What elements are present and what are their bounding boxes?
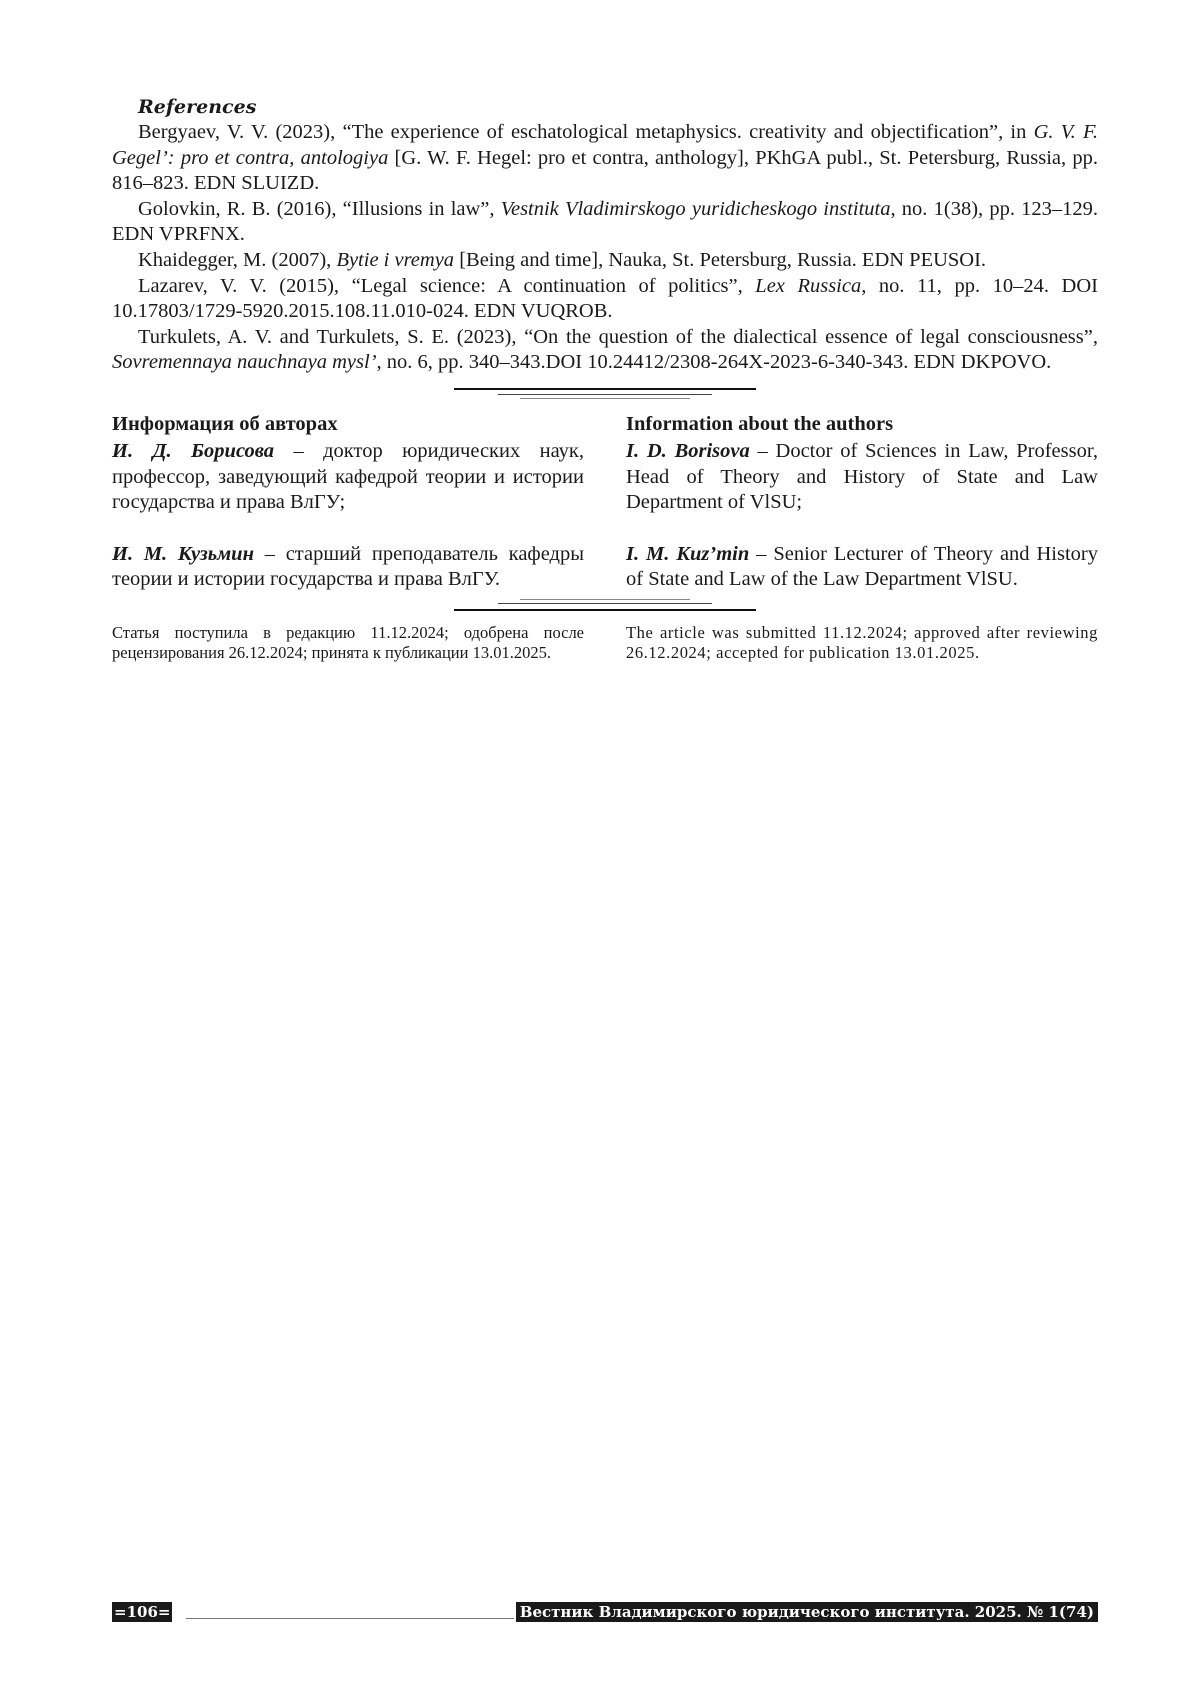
page-number: =106= bbox=[114, 1603, 171, 1621]
author-ru-1: И. Д. Борисова – доктор юридических наук, профессор, заведующий кафедрой теории и истории государства и права ВлГУ; bbox=[112, 439, 585, 514]
dates-en: The article was submitted 11.12.2024; approved after reviewing 26.12.2024; accepted for publication 13.01.2025. bbox=[626, 622, 1098, 662]
section-divider-bottom bbox=[112, 597, 1098, 613]
footer-rule bbox=[186, 1618, 514, 1619]
section-divider bbox=[112, 388, 1098, 404]
reference-item: Golovkin, R. B. (2016), “Illusions in law”, Vestnik Vladimirskogo yuridicheskogo instituta, no. 1(38), pp. 123–129. EDN VPRFNX. bbox=[112, 197, 1099, 246]
author-en-1: I. D. Borisova – Doctor of Sciences in Law, Professor, Head of Theory and History of State and Law Department of VlSU; bbox=[626, 439, 1098, 514]
reference-item: Bergyaev, V. V. (2023), “The experience of eschatological metaphysics. creativity and objectification”, in G. V. F. Gegel’: pro et contra, antologiya [G. W. F. Hegel: pro et contra, anthology], PKhGA publ., St. Petersburg, Russia, pp. 816–823. EDN SLUIZD. bbox=[112, 121, 1098, 195]
authors-en-column bbox=[626, 412, 1098, 619]
authors-en-heading: Information about the authors bbox=[626, 412, 894, 435]
reference-item: Turkulets, A. V. and Turkulets, S. E. (2023), “On the question of the dialectical essence of legal consciousness”, Sovremennaya nauchnaya mysl’, no. 6, pp. 340–343.DOI 10.24412/2308-264X-2023-6-340-343. EDN DKPOVO. bbox=[112, 325, 1098, 374]
dates-ru: Статья поступила в редакцию 11.12.2024; одобрена после рецензирования 26.12.2024; принята к публикации 13.01.2025. bbox=[112, 622, 584, 662]
reference-item: Lazarev, V. V. (2015), “Legal science: A continuation of politics”, Lex Russica, no. 11, pp. 10–24. DOI 10.17803/1729-5920.2015.108.11.010-024. EDN VUQROB. bbox=[112, 274, 1098, 323]
authors-ru-column bbox=[112, 412, 584, 619]
dates-columns bbox=[112, 623, 1098, 663]
references-heading: References bbox=[138, 96, 257, 118]
author-ru-2: И. М. Кузьмин – старший преподаватель кафедры теории и истории государства и права ВлГУ. bbox=[112, 542, 584, 591]
author-en-2: I. M. Kuz’min – Senior Lecturer of Theory and History of State and Law of the Law Department VlSU. bbox=[626, 542, 1098, 591]
authors-columns bbox=[112, 412, 1098, 619]
journal-title: Вестник Владимирского юридического института. 2025. № 1(74) bbox=[516, 1602, 1098, 1622]
page-footer bbox=[112, 1602, 1098, 1622]
authors-ru-heading: Информация об авторах bbox=[112, 412, 338, 435]
page-content bbox=[112, 96, 1098, 663]
reference-item: Khaidegger, M. (2007), Bytie i vremya [Being and time], Nauka, St. Petersburg, Russia. EDN PEUSOI. bbox=[138, 248, 987, 271]
